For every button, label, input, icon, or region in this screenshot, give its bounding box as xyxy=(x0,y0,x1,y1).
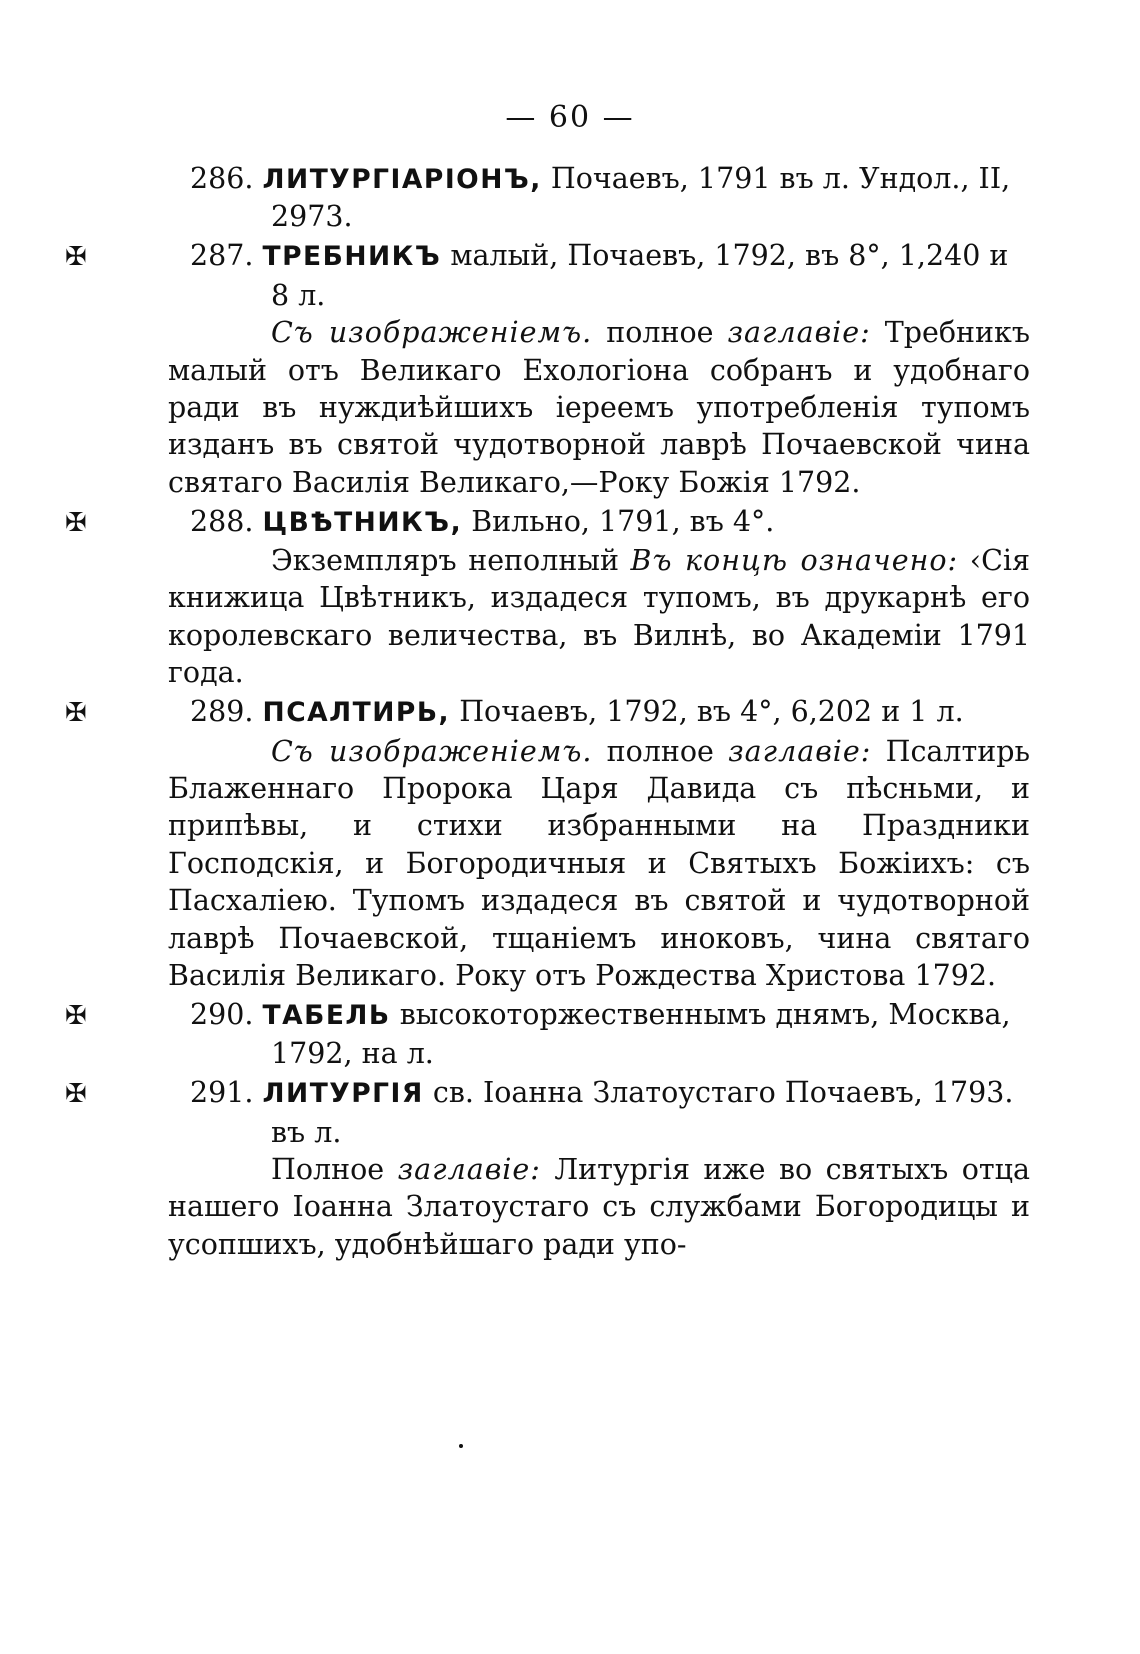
entry-details: Почаевъ, 1792, въ 4°, 6,202 и 1 л. xyxy=(459,695,964,729)
entry-heading xyxy=(65,693,1030,732)
description-text: полное xyxy=(606,316,714,350)
entry-number: 287. xyxy=(190,239,254,273)
entry-title: ПСАЛТИРЬ, xyxy=(262,697,451,729)
description-text: ‹Сія книжица Цвѣтникъ, издадеся тупомъ, въ друкарнѣ его королевскаго величества, въ Вилнѣ, во Академіи 1791 года. xyxy=(168,544,1031,690)
illustration-note: Съ изображеніемъ. xyxy=(271,734,593,768)
stray-ink-dot xyxy=(459,1444,463,1448)
catalog-entry-291 xyxy=(65,1074,1031,1263)
entry-heading xyxy=(65,237,1030,314)
description-text: Литургія иже во святыхъ отца нашего Іоанна Златоустаго съ службами Богородицы и усопшихъ, удобнѣйшаго ради упо- xyxy=(168,1153,1031,1261)
entry-details: высокоторжественнымъ днямъ, Москва, 1792, на л. xyxy=(271,997,1011,1071)
entry-description xyxy=(168,542,1030,692)
cross-icon: ✠ xyxy=(65,1079,87,1110)
entry-details: малый, Почаевъ, 1792, въ 8°, 1,240 и 8 л. xyxy=(271,239,1009,312)
catalog-entry-290 xyxy=(65,996,1030,1073)
entry-number: 288. xyxy=(190,504,254,538)
catalog-entries xyxy=(65,160,1031,1265)
entry-title: ЦВѢТНИКЪ, xyxy=(262,506,463,538)
page-number: — 60 — xyxy=(505,100,635,135)
entry-number: 290. xyxy=(190,997,254,1031)
cross-icon: ✠ xyxy=(65,1000,87,1031)
entry-details: Вильно, 1791, въ 4°. xyxy=(471,504,775,538)
catalog-entry-289 xyxy=(65,693,1031,994)
description-text: Полное xyxy=(271,1153,385,1187)
entry-number: 286. xyxy=(190,162,254,195)
cross-icon: ✠ xyxy=(65,507,87,538)
entry-heading xyxy=(65,1074,1030,1151)
entry-heading xyxy=(65,503,1030,542)
entry-number: 289. xyxy=(190,695,254,729)
colophon-label: Въ концѣ означено: xyxy=(630,544,959,578)
entry-title: ТРЕБНИКЪ xyxy=(262,241,442,273)
illustration-note: Съ изображеніемъ. xyxy=(271,316,593,350)
entry-heading xyxy=(65,996,1030,1073)
entry-title: ЛИТУРГІЯ xyxy=(262,1078,424,1110)
entry-description xyxy=(168,314,1030,501)
description-text: полное xyxy=(606,734,714,768)
entry-number: 291. xyxy=(190,1076,254,1110)
entry-title: ТАБЕЛЬ xyxy=(262,999,391,1031)
entry-details: Почаевъ, 1791 въ л. Ундол., II, 2973. xyxy=(271,162,1011,234)
cross-icon: ✠ xyxy=(65,698,87,729)
entry-description xyxy=(168,1151,1030,1263)
title-label: заглавіе: xyxy=(397,1153,541,1187)
catalog-entry-286 xyxy=(168,160,1030,236)
cross-icon: ✠ xyxy=(65,242,87,273)
title-label: заглавіе: xyxy=(727,316,871,350)
catalog-entry-288 xyxy=(65,503,1031,692)
catalog-entry-287 xyxy=(65,237,1030,501)
entry-title: ЛИТУРГІАРІОНЪ, xyxy=(262,164,542,195)
description-text: Псалтирь Блаженнаго Пророка Царя Давида съ пѣсньми, и припѣвы, и стихи избранными на Праздники Господскія, и Богородичныя и Святыхъ Божіихъ: съ Пасхаліею. Тупомъ издадеся въ святой и чудотворной лаврѣ Почаевской, тщаніемъ иноковъ, чина святаго Василія Великаго. Року отъ Рождества Христова 1792. xyxy=(168,734,1031,993)
title-label: заглавіе: xyxy=(728,734,872,768)
description-text: Требникъ малый отъ Великаго Ехологіона собранъ и удобнаго ради въ нуждиѣйшихъ іереемъ употребленія тупомъ изданъ въ святой чудотворной лаврѣ Почаевской чина святаго Василія Великаго,—Року Божія 1792. xyxy=(168,316,1030,499)
description-text: Экземпляръ неполный xyxy=(271,544,619,578)
entry-heading xyxy=(168,160,1030,236)
entry-details: св. Іоанна Златоустаго Почаевъ, 1793. въ л. xyxy=(271,1076,1014,1149)
entry-description xyxy=(168,733,1030,995)
